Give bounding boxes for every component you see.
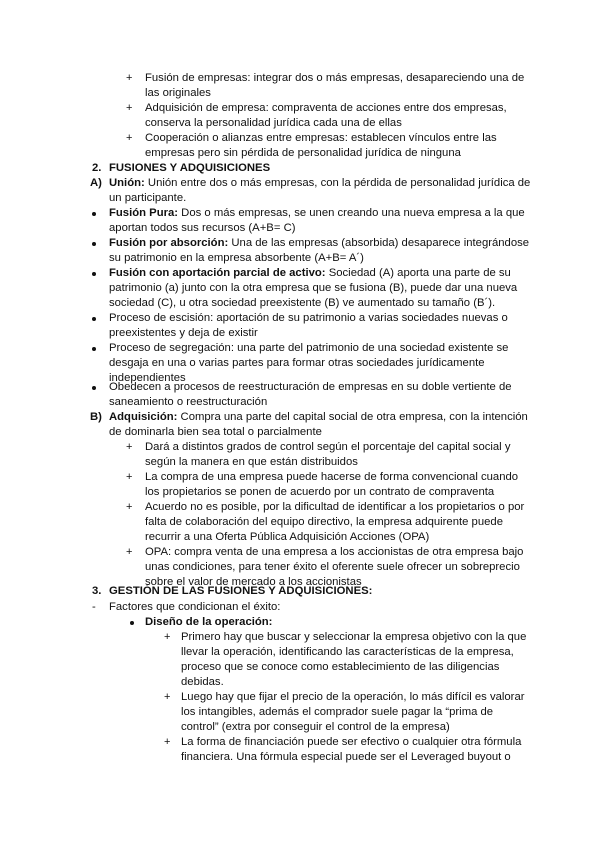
paragraph-line [109,176,530,191]
section-heading: FUSIONES Y ADQUISICIONES [109,162,271,174]
bullet-text: conserva la personalidad jurídica cada una de ellas [145,117,402,129]
bullet-text: Cooperación o alianzas entre empresas: establecen vínculos entre las [145,132,497,144]
subheading: Diseño de la operación: [145,616,273,628]
bullet-text: OPA: compra venta de una empresa a los accionistas de otra empresa bajo [145,546,524,558]
paragraph-line: aportan todos sus recursos (A+B= C) [109,222,296,234]
bullet-text: proceso que se conoce como establecimiento de las diligencias [181,661,500,673]
plus-bullet-icon: + [126,501,133,513]
bullet-text: unas condiciones, para tener éxito el oferente suele ofrecer un sobreprecio [145,561,520,573]
plus-bullet-icon: + [164,691,171,703]
paragraph-line [109,266,511,281]
paragraph-line: Obedecen a procesos de reestructuración de empresas en su doble vertiente de [109,381,512,393]
bullet-text: Adquisición de empresa: compraventa de acciones entre dos empresas, [145,102,507,114]
bullet-text: Acuerdo no es posible, por la dificultad de identificar a los propietarios o por [145,501,525,513]
paragraph-line: patrimonio (a) junto con la otra empresa que se fusiona (B), puede dar una nueva [109,282,518,294]
paragraph-line [109,236,529,251]
bullet-dot-icon [92,386,96,390]
bullet-text: según la manera en que están distribuidos [145,456,358,468]
paragraph-line: de dominarla bien sea total o parcialmente [109,426,322,438]
bullet-text: Fusión de empresas: integrar dos o más empresas, desapareciendo una de [145,72,525,84]
bullet-text: financiera. Una fórmula especial puede ser el Leveraged buyout o [181,751,511,763]
bullet-dot-icon [92,317,96,321]
paragraph-line: Proceso de segregación: una parte del patrimonio de una sociedad existente se [109,342,509,354]
bullet-text: los intangibles, además el comprador suele pagar la “prima de [181,706,494,718]
text: Compra una parte del capital social de otra empresa, con la intención [177,411,528,423]
paragraph-line: independientes [109,372,186,384]
term: Unión: [109,177,145,189]
section-number: 2. [92,162,102,174]
bullet-text: control” (extra por conseguir el control de la empresa) [181,721,450,733]
paragraph-line: desgaja en una o varias partes para formar otras sociedades jurídicamente [109,357,485,369]
paragraph-line: saneamiento o reestructuración [109,396,268,408]
term: Fusión con aportación parcial de activo: [109,267,326,279]
list-marker: A) [90,177,102,189]
bullet-text: llevar la operación, identificando las características de la empresa, [181,646,514,658]
bullet-text: falta de colaboración del equipo directivo, la empresa adquirente puede [145,516,503,528]
plus-bullet-icon: + [126,72,133,84]
list-marker: - [92,601,96,613]
bullet-dot-icon [92,242,96,246]
bullet-text: La forma de financiación puede ser efectivo o cualquier otra fórmula [181,736,522,748]
paragraph-line: su patrimonio en la empresa absorbente (A+B= A´) [109,252,364,264]
text: Una de las empresas (absorbida) desaparece integrándose [228,237,530,249]
bullet-text: recurrir a una Oferta Pública Adquisición Acciones (OPA) [145,531,430,543]
bullet-text: sobre el valor de mercado a los accionistas [145,576,362,588]
section-heading: GESTIÓN DE LAS FUSIONES Y ADQUISICIONES: [109,585,373,597]
bullet-text: los propietarios se ponen de acuerdo por un contrato de compraventa [145,486,495,498]
term: Fusión por absorción: [109,237,229,249]
paragraph-line: sociedad (C), u otra sociedad preexistente (B) ve aumentado su tamaño (B´). [109,297,496,309]
text: Unión entre dos o más empresas, con la pérdida de personalidad jurídica de [144,177,531,189]
bullet-text: las originales [145,87,211,99]
bullet-text: Primero hay que buscar y seleccionar la empresa objetivo con la que [181,631,527,643]
paragraph-line: Factores que condicionan el éxito: [109,601,281,613]
bullet-text: Dará a distintos grados de control según el porcentaje del capital social y [145,441,511,453]
term: Fusión Pura: [109,207,179,219]
bullet-dot-icon [92,212,96,216]
plus-bullet-icon: + [126,546,133,558]
bullet-text: Luego hay que fijar el precio de la operación, lo más difícil es valorar [181,691,525,703]
bullet-dot-icon [92,347,96,351]
list-marker: B) [90,411,102,423]
text: Sociedad (A) aporta una parte de su [325,267,511,279]
bullet-text: debidas. [181,676,224,688]
paragraph-line: un participante. [109,192,187,204]
bullet-text: La compra de una empresa puede hacerse de forma convencional cuando [145,471,519,483]
paragraph-line [109,206,525,221]
plus-bullet-icon: + [126,441,133,453]
paragraph-line: preexistentes y deja de existir [109,327,258,339]
plus-bullet-icon: + [164,631,171,643]
plus-bullet-icon: + [126,102,133,114]
paragraph-line: Proceso de escisión: aportación de su patrimonio a varias sociedades nuevas o [109,312,508,324]
plus-bullet-icon: + [164,736,171,748]
text: Dos o más empresas, se unen creando una nueva empresa a la que [178,207,525,219]
plus-bullet-icon: + [126,471,133,483]
term: Adquisición: [109,411,178,423]
bullet-dot-icon [130,621,134,625]
paragraph-line [109,410,528,425]
plus-bullet-icon: + [126,132,133,144]
section-number: 3. [92,585,102,597]
bullet-dot-icon [92,272,96,276]
bullet-text: empresas pero sin pérdida de personalidad jurídica de ninguna [145,147,461,159]
